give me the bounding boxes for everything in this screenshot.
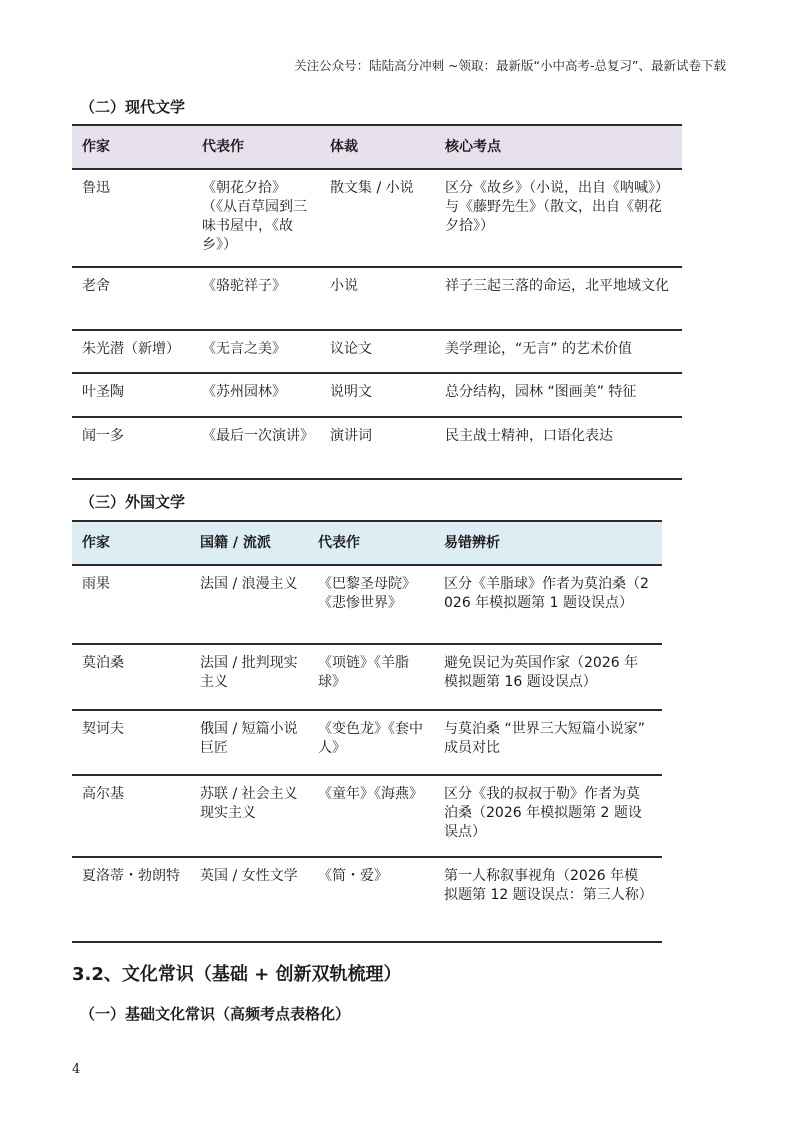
- genre-cell: 议论文: [320, 330, 435, 373]
- note-cell: 避免误记为英国作家（2026 年模拟题第 16 题设误点）: [434, 644, 662, 710]
- key-point-cell: 美学理论，“无言” 的艺术价值: [435, 330, 682, 373]
- genre-cell: 散文集 / 小说: [320, 169, 435, 267]
- header-note: 关注公众号：陆陆高分冲刺 ~领取：最新版“小中高考-总复习”、最新试卷下载: [294, 58, 726, 73]
- nationality-cell: 英国 / 女性文学: [190, 857, 308, 942]
- table-row: [72, 775, 662, 857]
- note-cell: 与莫泊桑 “世界三大短篇小说家” 成员对比: [434, 710, 662, 775]
- nationality-cell: 苏联 / 社会主义现实主义: [190, 775, 308, 857]
- table-header-row: [72, 521, 662, 565]
- work-cell: 《朝花夕拾》（《从百草园到三味书屋中，《故乡》）: [192, 169, 320, 267]
- foreign-literature-heading: （三）外国文学: [80, 493, 186, 511]
- author-cell: 老舍: [72, 267, 192, 330]
- author-cell: 雨果: [72, 565, 190, 644]
- basic-culture-heading: （一）基础文化常识（高频考点表格化）: [80, 1005, 351, 1023]
- author-cell: 叶圣陶: [72, 373, 192, 417]
- work-cell: 《骆驼祥子》: [192, 267, 320, 330]
- foreign-literature-table: [72, 520, 662, 943]
- page-number: 4: [72, 1062, 81, 1077]
- work-cell: 《无言之美》: [192, 330, 320, 373]
- column-header: 作家: [72, 125, 192, 169]
- column-header: 作家: [72, 521, 190, 565]
- column-header: 代表作: [308, 521, 434, 565]
- author-cell: 闻一多: [72, 417, 192, 479]
- key-point-cell: 民主战士精神，口语化表达: [435, 417, 682, 479]
- work-cell: 《最后一次演讲》: [192, 417, 320, 479]
- key-point-cell: 区分《故乡》（小说，出自《呐喊》）与《藤野先生》（散文，出自《朝花夕拾》）: [435, 169, 682, 267]
- author-cell: 莫泊桑: [72, 644, 190, 710]
- work-cell: 《童年》《海燕》: [308, 775, 434, 857]
- key-point-cell: 总分结构，园林 “图画美” 特征: [435, 373, 682, 417]
- column-header: 国籍 / 流派: [190, 521, 308, 565]
- modern-literature-heading: （二）现代文学: [80, 98, 186, 116]
- author-cell: 朱光潜（新增）: [72, 330, 192, 373]
- work-cell: 《简・爱》: [308, 857, 434, 942]
- work-cell: 《项链》《羊脂球》: [308, 644, 434, 710]
- table-row: [72, 267, 682, 330]
- author-cell: 高尔基: [72, 775, 190, 857]
- key-point-cell: 祥子三起三落的命运，北平地域文化: [435, 267, 682, 330]
- note-cell: 区分《羊脂球》作者为莫泊桑（2026 年模拟题第 1 题设误点）: [434, 565, 662, 644]
- column-header: 核心考点: [435, 125, 682, 169]
- nationality-cell: 俄国 / 短篇小说巨匠: [190, 710, 308, 775]
- genre-cell: 演讲词: [320, 417, 435, 479]
- column-header: 易错辨析: [434, 521, 662, 565]
- table-row: [72, 417, 682, 479]
- work-cell: 《苏州园林》: [192, 373, 320, 417]
- note-cell: 第一人称叙事视角（2026 年模拟题第 12 题设误点：第三人称）: [434, 857, 662, 942]
- table-row: [72, 330, 682, 373]
- genre-cell: 说明文: [320, 373, 435, 417]
- nationality-cell: 法国 / 浪漫主义: [190, 565, 308, 644]
- table-row: [72, 857, 662, 942]
- section-heading: 3.2、文化常识（基础 + 创新双轨梳理）: [72, 964, 402, 985]
- column-header: 代表作: [192, 125, 320, 169]
- genre-cell: 小说: [320, 267, 435, 330]
- column-header: 体裁: [320, 125, 435, 169]
- table-header-row: [72, 125, 682, 169]
- author-cell: 夏洛蒂・勃朗特: [72, 857, 190, 942]
- author-cell: 契诃夫: [72, 710, 190, 775]
- table-row: [72, 565, 662, 644]
- table-row: [72, 644, 662, 710]
- work-cell: 《变色龙》《套中人》: [308, 710, 434, 775]
- note-cell: 区分《我的叔叔于勒》作者为莫泊桑（2026 年模拟题第 2 题设误点）: [434, 775, 662, 857]
- author-cell: 鲁迅: [72, 169, 192, 267]
- table-row: [72, 373, 682, 417]
- work-cell: 《巴黎圣母院》《悲惨世界》: [308, 565, 434, 644]
- table-row: [72, 710, 662, 775]
- modern-literature-table: [72, 124, 682, 480]
- nationality-cell: 法国 / 批判现实主义: [190, 644, 308, 710]
- table-row: [72, 169, 682, 267]
